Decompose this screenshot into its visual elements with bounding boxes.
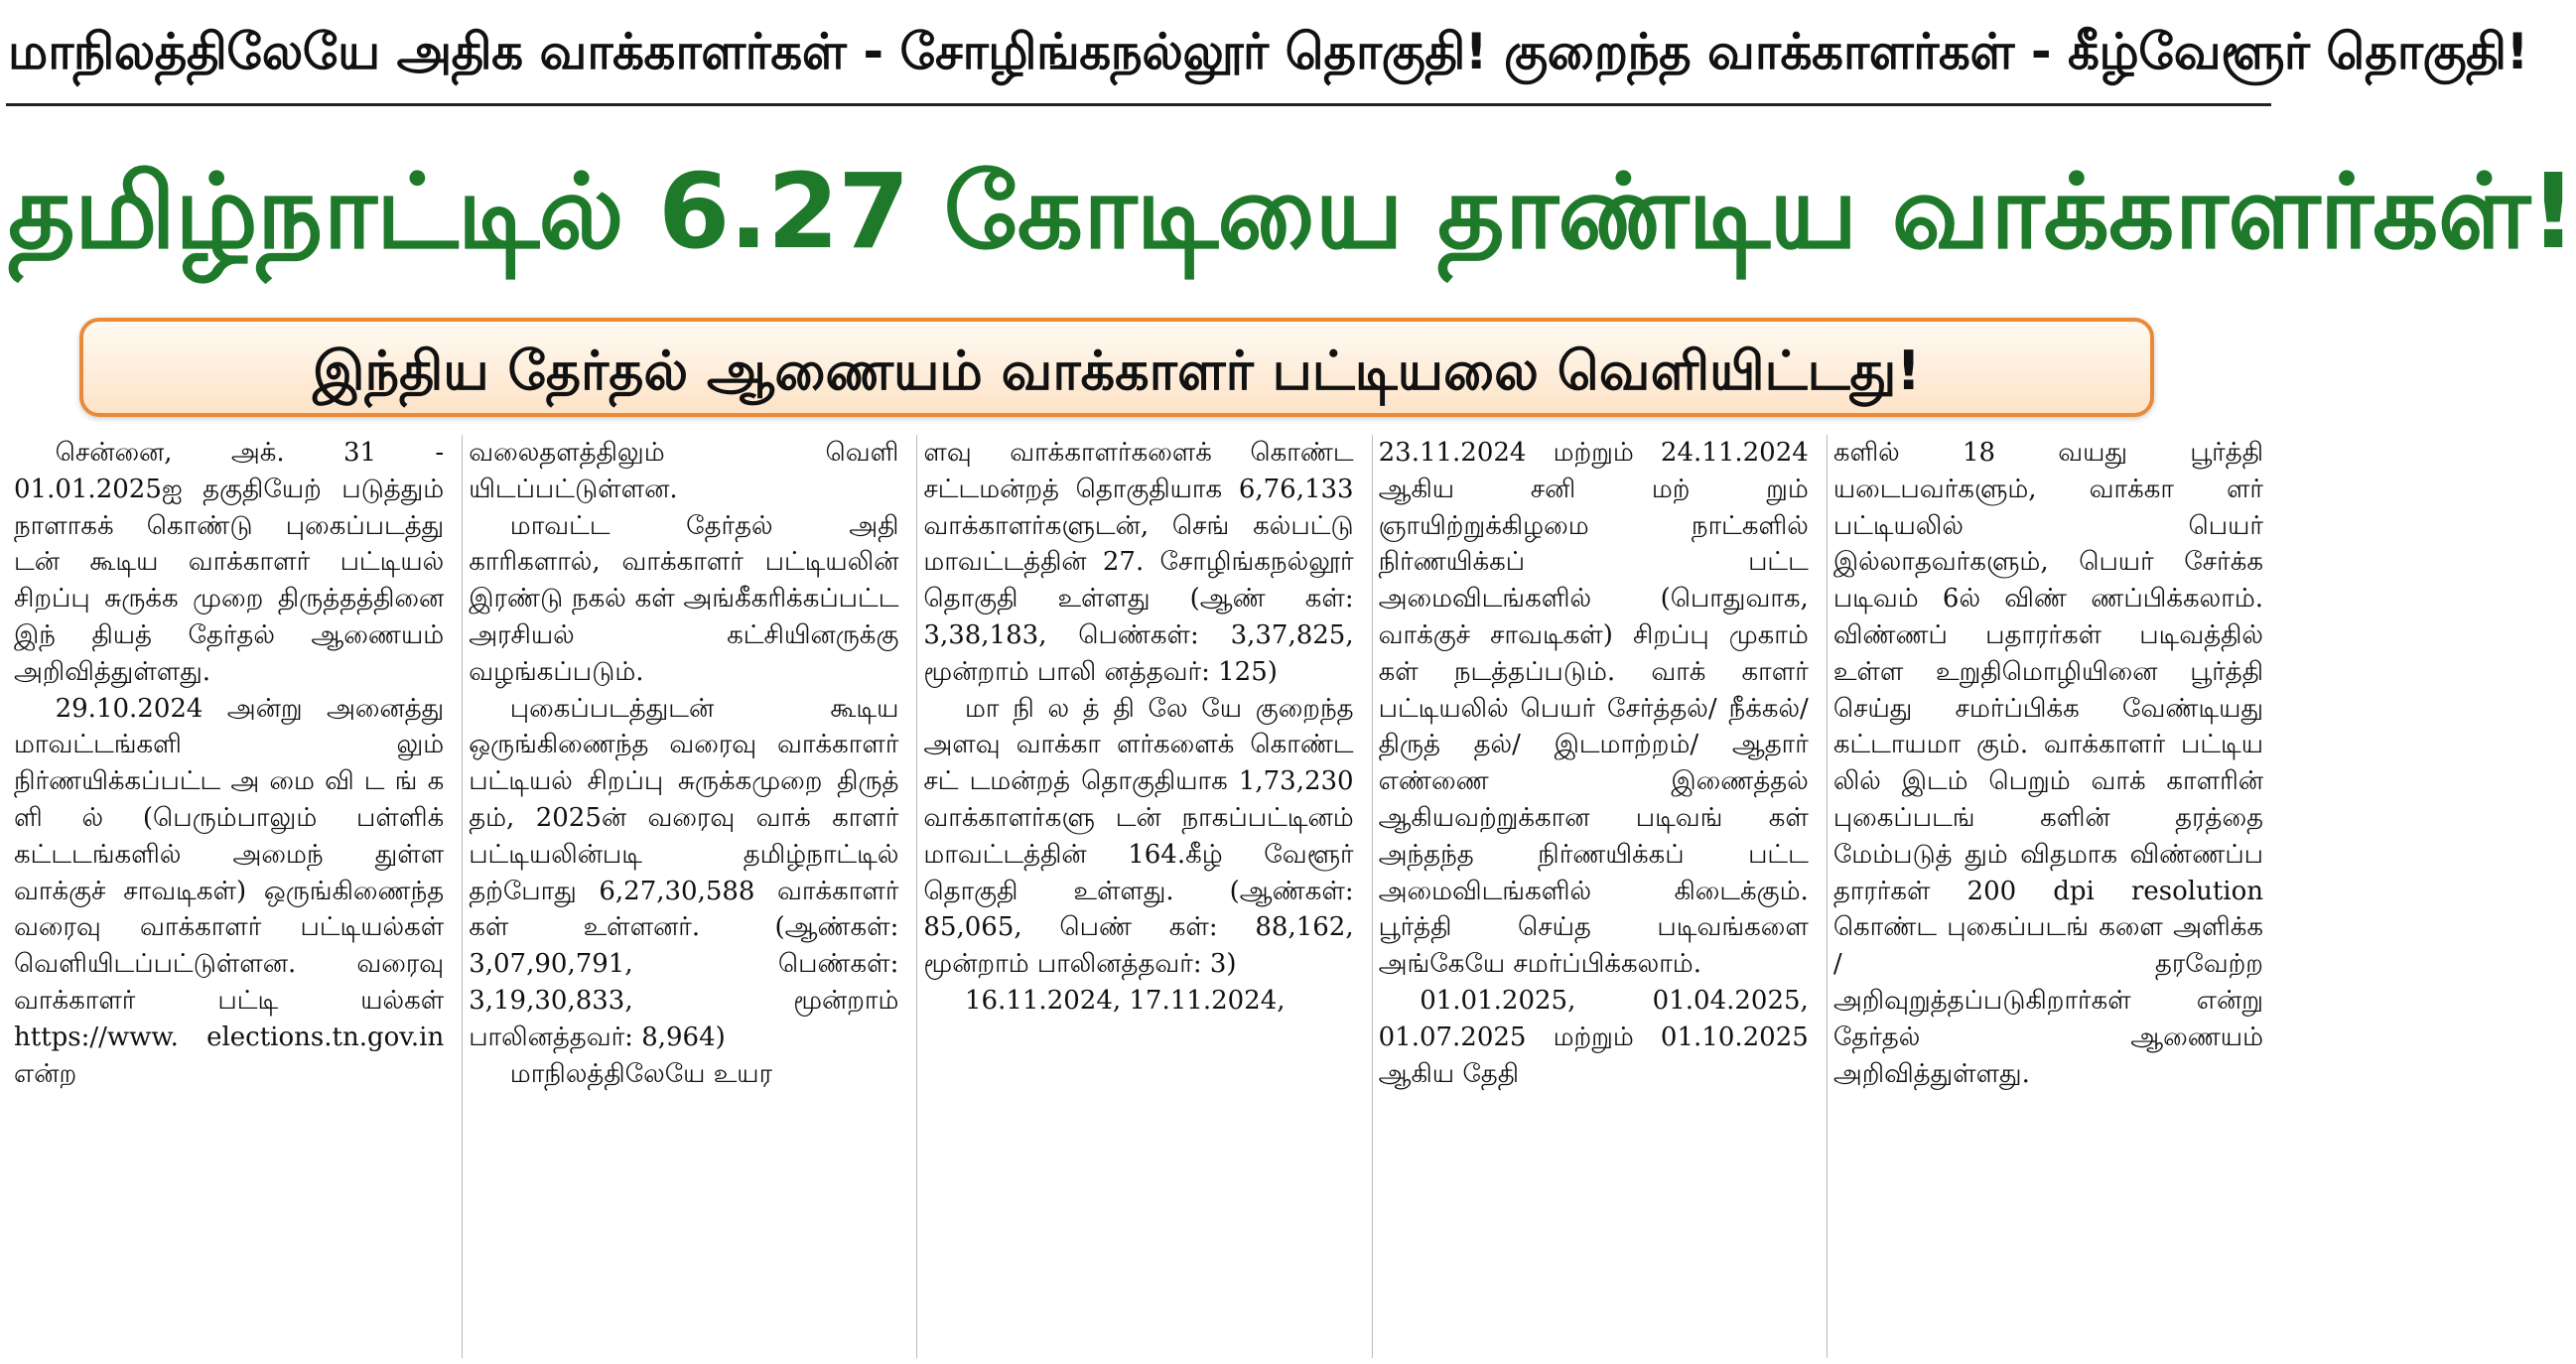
paragraph: 23.11.2024 மற்றும் 24.11.2024 ஆகிய சனி மற் றும் ஞாயிற்றுக்கிழமை நாட்களில் நிர்ணயிக்கப் பட்ட அமைவிடங்களில் (பொதுவாக, வாக்குச் சாவடிகள்) சிறப்பு முகாம் கள் நடத்தப்படும். வாக் காளர் பட்டியலில் பெயர் சேர்த்தல்/ நீக்கல்/ திருத் தல்/ இடமாற்றம்/ ஆதார் எண்ணை இணைத்தல் ஆகியவற்றுக்கான படிவங் கள் அந்தந்த நிர்ணயிக்கப் பட்ட அமைவிடங்களில் கிடைக்கும். பூர்த்தி செய்த படிவங்களை அங்கேயே சமர்ப்பிக்கலாம். bbox=[1378, 438, 1809, 980]
paragraph: சென்னை, அக். 31 - 01.01.2025ஐ தகுதியேற் படுத்தும் நாளாகக் கொண்டு புகைப்படத்து டன் கூடிய வாக்காளர் பட்டியல் சிறப்பு சுருக்க முறை திருத்தத்தினை இந் தியத் தேர்தல் ஆணையம் அறிவித்துள்ளது. bbox=[14, 438, 445, 687]
kicker-line: மாநிலத்திலேயே அதிக வாக்காளர்கள் - சோழிங்கநல்லூர் தொகுதி! குறைந்த வாக்காளர்கள் - கீழ்வேளூர் தொகுதி! bbox=[8, 23, 2528, 80]
paragraph: மா நி ல த் தி லே யே குறைந்த அளவு வாக்கா ளர்களைக் கொண்ட சட் டமன்றத் தொகுதியாக 1,73,230 வாக்காளர்களு டன் நாகப்பட்டினம் மாவட்டத்தின் 164.கீழ் வேளூர் தொகுதி உள்ளது. (ஆண்கள்: 85,065, பெண் கள்: 88,162, மூன்றாம் பாலினத்தவர்: 3) bbox=[923, 693, 1354, 980]
article-column-1 bbox=[8, 435, 450, 1358]
paragraph: வலைதளத்திலும் வெளி யிடப்பட்டுள்ளன. bbox=[469, 438, 899, 504]
paragraph: மாவட்ட தேர்தல் அதி காரிகளால், வாக்காளர் பட்டியலின் இரண்டு நகல் கள் அங்கீகரிக்கப்பட்ட அரசியல் கட்சியினருக்கு வழங்கப்படும். bbox=[469, 510, 899, 687]
article-column-4 bbox=[1372, 435, 1815, 1358]
paragraph: புகைப்படத்துடன் கூடிய ஒருங்கிணைந்த வரைவு வாக்காளர் பட்டியல் சிறப்பு சுருக்கமுறை திருத் தம், 2025ன் வரைவு வாக் காளர் பட்டியலின்படி தமிழ்நாட்டில் தற்போது 6,27,30,588 வாக்காளர் கள் உள்ளனர். (ஆண்கள்: 3,07,90,791, பெண்கள்: 3,19,30,833, மூன்றாம் பாலினத்தவர்: 8,964) bbox=[469, 693, 899, 1052]
paragraph: 29.10.2024 அன்று அனைத்து மாவட்டங்களி லும் நிர்ணயிக்கப்பட்ட அ மை வி ட ங் க ளி ல் (பெரும்பாலும் பள்ளிக் கட்டடங்களில் அமைந் துள்ள வாக்குச் சாவடிகள்) ஒருங்கிணைந்த வரைவு வாக்காளர் பட்டியல்கள் வெளியிடப்பட்டுள்ளன. வரைவு வாக்காளர் பட்டி யல்கள் https://www. elections.tn.gov.in என்ற bbox=[14, 693, 445, 1089]
article-column-2 bbox=[462, 435, 904, 1358]
paragraph: ளவு வாக்காளர்களைக் கொண்ட சட்டமன்றத் தொகுதியாக 6,76,133 வாக்காளர்களுடன், செங் கல்பட்டு மாவட்டத்தின் 27. சோழிங்கநல்லூர் தொகுதி உள்ளது (ஆண் கள்: 3,38,183, பெண்கள்: 3,37,825, மூன்றாம் பாலி னத்தவர்: 125) bbox=[923, 438, 1354, 687]
paragraph: களில் 18 வயது பூர்த்தி யடைபவர்களும், வாக்கா ளர் பட்டியலில் பெயர் இல்லாதவர்களும், பெயர் சேர்க்க படிவம் 6ல் விண் ணப்பிக்கலாம். விண்ணப் பதாரர்கள் படிவத்தில் உள்ள உறுதிமொழியினை பூர்த்தி செய்து சமர்ப்பிக்க வேண்டியது கட்டாயமா கும். வாக்காளர் பட்டிய லில் இடம் பெறும் வாக் காளரின் புகைப்படங் களின் தரத்தை மேம்படுத் தும் விதமாக விண்ணப்ப தாரர்கள் 200 dpi resolution கொண்ட புகைப்படங் களை அளிக்க / தரவேற்ற அறிவுறுத்தப்படுகிறார்கள் என்று தேர்தல் ஆணையம் அறிவித்துள்ளது. bbox=[1832, 438, 2264, 1089]
paragraph: மாநிலத்திலேயே உயர bbox=[509, 1058, 773, 1089]
article-columns bbox=[8, 435, 2269, 1358]
article-column-3 bbox=[916, 435, 1359, 1358]
divider-rule bbox=[6, 103, 2271, 106]
paragraph: 16.11.2024, 17.11.2024, bbox=[965, 985, 1286, 1016]
headline: தமிழ்நாட்டில் 6.27 கோடியை தாண்டிய வாக்காளர்கள்! bbox=[8, 151, 2576, 272]
article-column-5 bbox=[1827, 435, 2269, 1358]
paragraph: 01.01.2025, 01.04.2025, 01.07.2025 மற்றும் 01.10.2025 ஆகிய தேதி bbox=[1378, 985, 1809, 1089]
subheadline-banner: இந்திய தேர்தல் ஆணையம் வாக்காளர் பட்டியலை வெளியிட்டது! bbox=[79, 318, 2154, 417]
